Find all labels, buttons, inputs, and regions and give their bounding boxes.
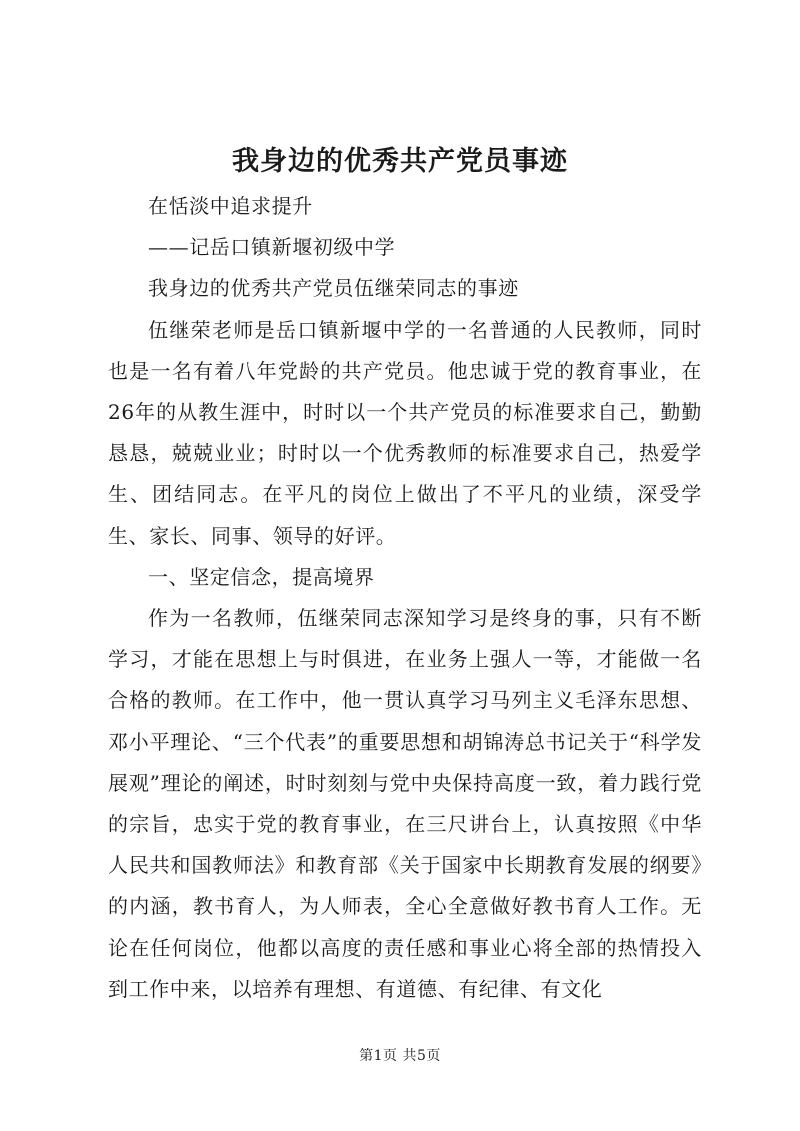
intro-paragraph: 伍继荣老师是岳口镇新堰中学的一名普通的人民教师，同时也是一名有着八年党龄的共产党员。他忠诚于党的教育事业，在26年的从教生涯中，时时以一个共产党员的标准要求自己，勤勤恳恳，兢兢业业；时时以一个优秀教师的标准要求自己，热爱学生、团结同志。在平凡的岗位上做出了不平凡的业绩，深受学生、家长、同事、领导的好评。: [108, 317, 702, 548]
page-footer: 第1页 共5页: [359, 1048, 441, 1064]
section-heading: 一、坚定信念，提高境界: [148, 564, 375, 589]
byline-paragraph: ——记岳口镇新堰初级中学: [148, 235, 396, 260]
document-title: 我身边的优秀共产党员事迹: [232, 146, 568, 177]
subject-paragraph: 我身边的优秀共产党员伍继荣同志的事迹: [148, 276, 519, 301]
body-paragraph: 作为一名教师，伍继荣同志深知学习是终身的事，只有不断学习，才能在思想上与时俱进，在业务上强人一等，才能做一名合格的教师。在工作中，他一贯认真学习马列主义毛泽东思想、邓小平理论、“三个代表”的重要思想和胡锦涛总书记关于“科学发展观”理论的阐述，时时刻刻与党中央保持高度一致，着力践行党的宗旨，忠实于党的教育事业，在三尺讲台上，认真按照《中华人民共和国教师法》和教育部《关于国家中长期教育发展的纲要》的内涵，教书育人，为人师表，全心全意做好教书育人工作。无论在任何岗位，他都以高度的责任感和事业心将全部的热情投入到工作中来，以培养有理想、有道德、有纪律、有文化: [108, 606, 702, 1001]
document-body: [108, 186, 702, 1010]
subtitle-paragraph: 在恬淡中追求提升: [148, 194, 313, 218]
